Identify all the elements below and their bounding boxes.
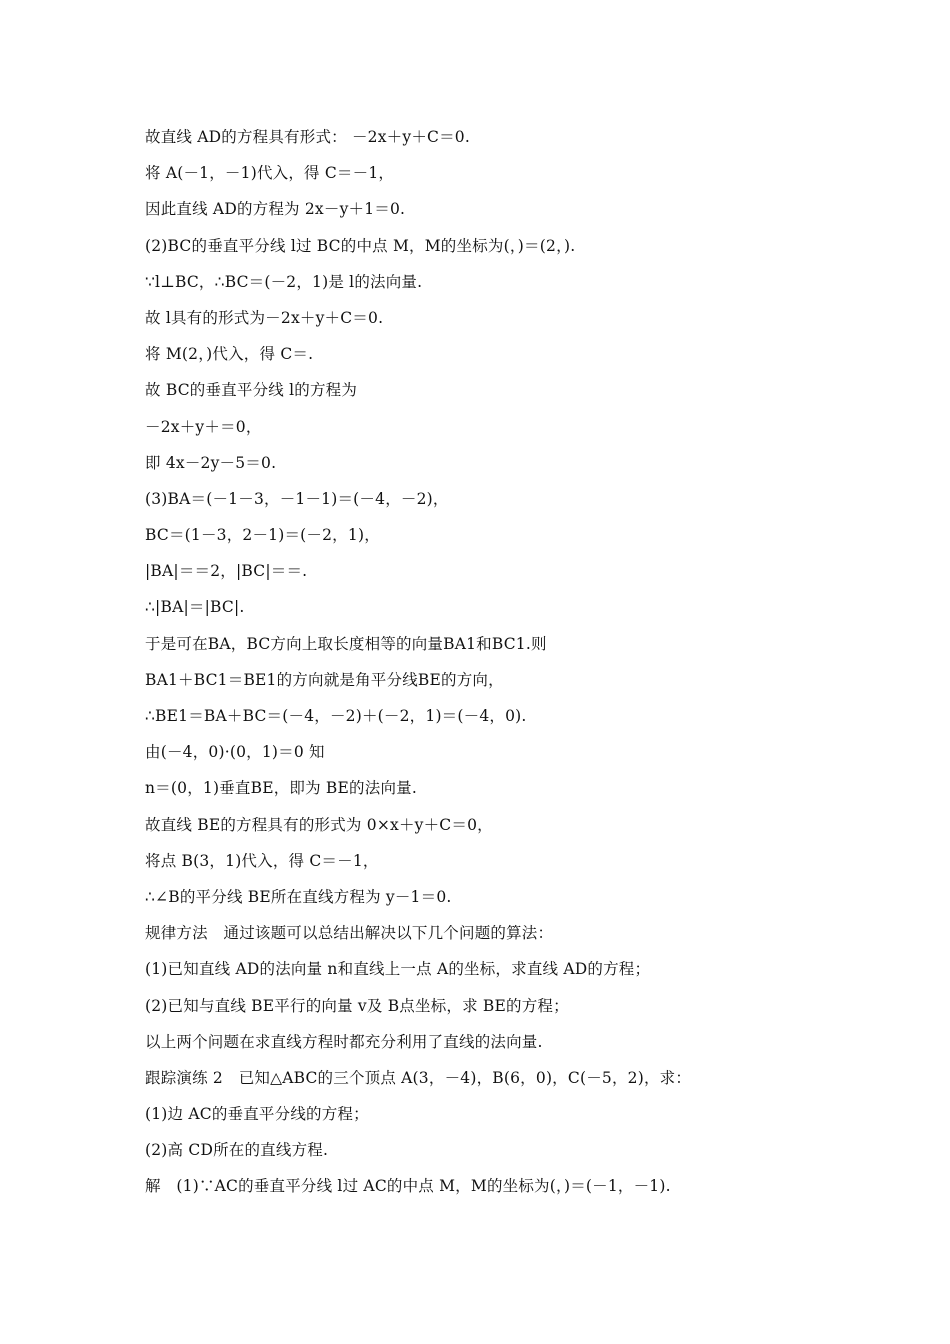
text-line: (1)已知直线 AD的法向量 n和直线上一点 A的坐标，求直线 AD的方程； — [145, 960, 651, 979]
text-line: ∴|BA|＝|BC|. — [145, 598, 245, 617]
text-line: 故 BC的垂直平分线 l的方程为 — [145, 381, 358, 400]
text-line: 将 M(2，)代入，得 C＝. — [145, 345, 314, 364]
text-line: (2)BC的垂直平分线 l过 BC的中点 M，M的坐标为(，)＝(2，). — [145, 236, 576, 255]
text-line: BC＝(1－3，2－1)＝(－2，1)， — [145, 526, 380, 545]
text-line: 因此直线 AD的方程为 2x－y＋1＝0. — [145, 200, 406, 219]
text-line: 由(－4，0)·(0，1)＝0 知 — [145, 743, 325, 762]
text-line: 于是可在BA，BC方向上取长度相等的向量BA1和BC1.则 — [145, 634, 547, 653]
text-line: 故直线 AD的方程具有形式： －2x＋y＋C＝0. — [145, 128, 470, 146]
text-line: |BA|＝＝2，|BC|＝＝. — [145, 562, 308, 581]
text-line: 将点 B(3，1)代入，得 C＝－1， — [145, 851, 379, 870]
document-body — [145, 124, 825, 1210]
text-line: 以上两个问题在求直线方程时都充分利用了直线的法向量. — [145, 1032, 543, 1051]
text-line: 将 A(－1，－1)代入，得 C＝－1， — [145, 164, 395, 183]
text-line: n＝(0，1)垂直BE，即为 BE的法向量. — [145, 779, 417, 798]
text-line: 解 (1)∵AC的垂直平分线 l过 AC的中点 M，M的坐标为(，)＝(－1，－1). — [145, 1177, 671, 1196]
text-line: (3)BA＝(－1－3，－1－1)＝(－4，－2)， — [145, 489, 449, 508]
text-line: BA1＋BC1＝BE1的方向就是角平分线BE的方向， — [145, 670, 504, 689]
text-line: 跟踪演练 2 已知△ABC的三个顶点 A(3，－4)，B(6，0)，C(－5，2)，求： — [145, 1068, 692, 1087]
text-line: 故 l具有的形式为－2x＋y＋C＝0. — [145, 308, 384, 327]
text-line: 即 4x－2y－5＝0. — [145, 453, 277, 472]
text-line: －2x＋y＋＝0， — [145, 417, 262, 436]
text-line: (1)边 AC的垂直平分线的方程； — [145, 1105, 369, 1124]
text-line: 规律方法 通过该题可以总结出解决以下几个问题的算法： — [145, 924, 554, 943]
text-line: ∴∠B的平分线 BE所在直线方程为 y－1＝0. — [145, 887, 452, 906]
text-line: (2)已知与直线 BE平行的向量 v及 B点坐标，求 BE的方程； — [145, 996, 569, 1015]
text-line: ∵l⊥BC，∴BC＝(－2，1)是 l的法向量. — [145, 272, 423, 291]
text-line: ∴BE1＝BA＋BC＝(－4，－2)＋(－2，1)＝(－4，0). — [145, 707, 527, 725]
text-line: 故直线 BE的方程具有的形式为 0×x＋y＋C＝0， — [145, 815, 493, 834]
text-line: (2)高 CD所在的直线方程. — [145, 1141, 329, 1160]
